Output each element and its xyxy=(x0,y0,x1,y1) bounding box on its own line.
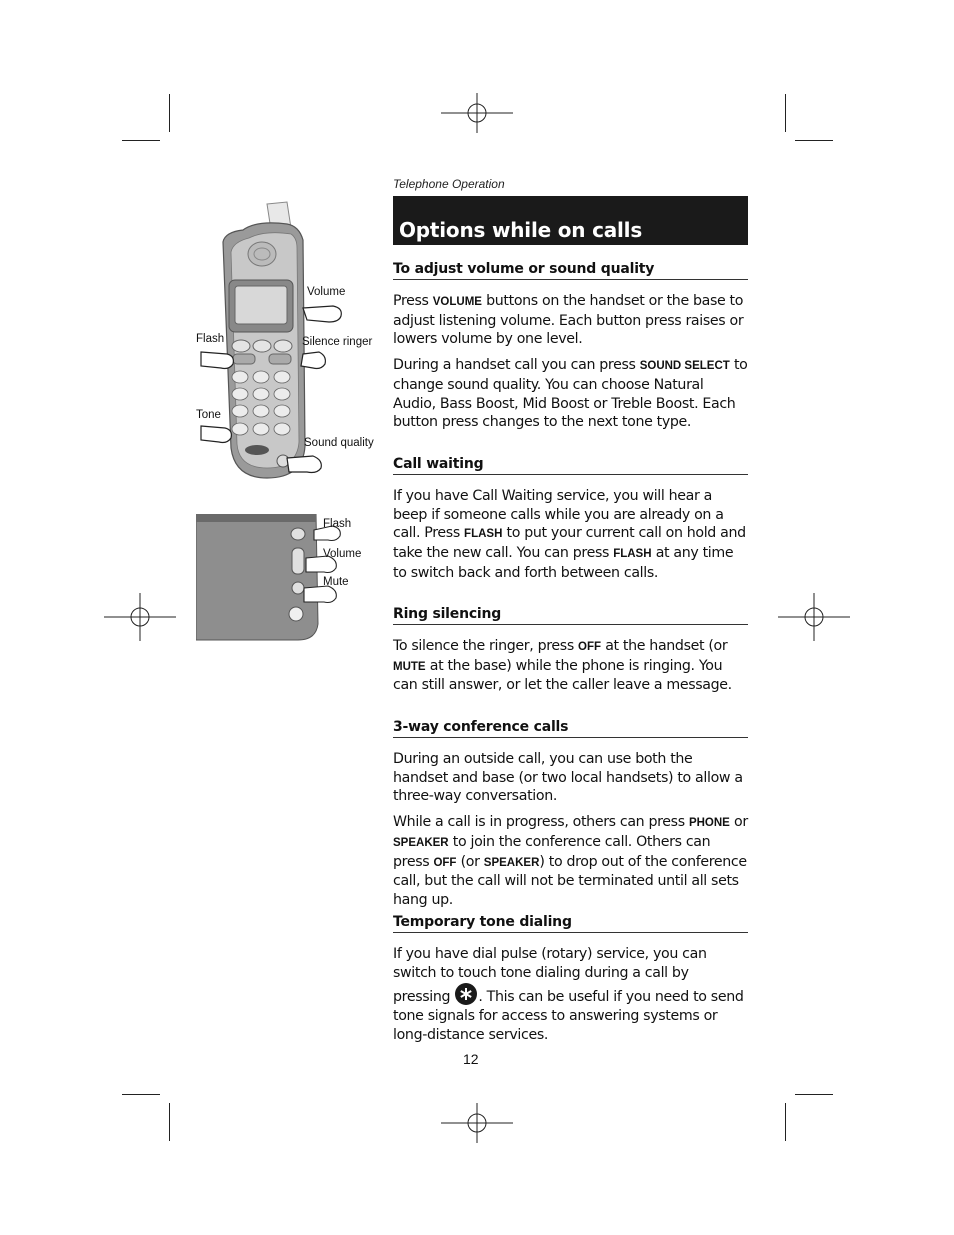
base-volume-label: Volume xyxy=(323,548,362,560)
tone-label: Tone xyxy=(196,409,221,421)
section-ring-silencing xyxy=(393,606,748,695)
crop-mark xyxy=(785,1103,786,1141)
paragraph: During a handset call you can press SOUND SELECT to change sound quality. You can choose Natural Audio, Bass Boost, Mid Boost or Treble Boost. Each button press changes to the next tone type. xyxy=(393,357,748,431)
paragraph: If you have dial pulse (rotary) service, you can switch to touch tone dialing during a call by pressing . This can be useful if you need to send tone signals for access to answering systems or long-distance services. xyxy=(393,946,744,1043)
page-title: Options while on calls xyxy=(399,218,643,242)
base-mute-label: Mute xyxy=(323,576,349,588)
flash-label: Flash xyxy=(196,333,225,345)
section-heading: Call waiting xyxy=(393,456,748,475)
registration-mark-icon xyxy=(104,593,176,641)
crop-mark xyxy=(795,1094,833,1095)
section-conference xyxy=(393,719,748,910)
crop-mark xyxy=(169,94,170,132)
section-header: Telephone Operation xyxy=(393,177,505,191)
crop-mark xyxy=(122,1094,160,1095)
paragraph: While a call is in progress, others can press PHONE or SPEAKER to join the conference call. Others can press OFF (or SPEAKER) to drop out of the conference call, but the call will not be terminated until all sets hang up. xyxy=(393,814,748,908)
section-heading: Ring silencing xyxy=(393,606,748,625)
crop-mark xyxy=(169,1103,170,1141)
section-volume xyxy=(393,261,748,432)
tone-star-key-icon xyxy=(454,982,478,1006)
paragraph: During an outside call, you can use both the handset and base (or two local handsets) to allow a three-way conversation. xyxy=(393,751,743,805)
section-heading: Temporary tone dialing xyxy=(393,914,748,933)
paragraph: If you have Call Waiting service, you will hear a beep if someone calls while you are already on a call. Press FLASH to put your current call on hold and take the new call. You can press FLASH at any time to switch back and forth between calls. xyxy=(393,488,746,581)
paragraph: To silence the ringer, press OFF at the handset (or MUTE at the base) while the phone is ringing. You can still answer, or let the caller leave a message. xyxy=(393,638,732,694)
section-heading: To adjust volume or sound quality xyxy=(393,261,748,280)
page-number: 12 xyxy=(463,1051,479,1067)
base-flash-label: Flash xyxy=(323,518,352,530)
crop-mark xyxy=(785,94,786,132)
paragraph: Press VOLUME buttons on the handset or the base to adjust listening volume. Each button press raises or lowers volume by one level. xyxy=(393,293,744,348)
section-call-waiting xyxy=(393,456,748,583)
crop-mark xyxy=(122,140,160,141)
section-tone-dialing xyxy=(393,914,748,1045)
crop-mark xyxy=(795,140,833,141)
section-heading: 3-way conference calls xyxy=(393,719,748,738)
registration-mark-icon xyxy=(441,1099,513,1147)
sound-quality-label: Sound quality xyxy=(304,437,374,449)
registration-mark-icon xyxy=(778,593,850,641)
registration-mark-icon xyxy=(441,89,513,137)
title-banner xyxy=(393,196,748,245)
silence-ringer-label: Silence ringer xyxy=(302,336,373,348)
volume-label: Volume xyxy=(307,286,346,298)
